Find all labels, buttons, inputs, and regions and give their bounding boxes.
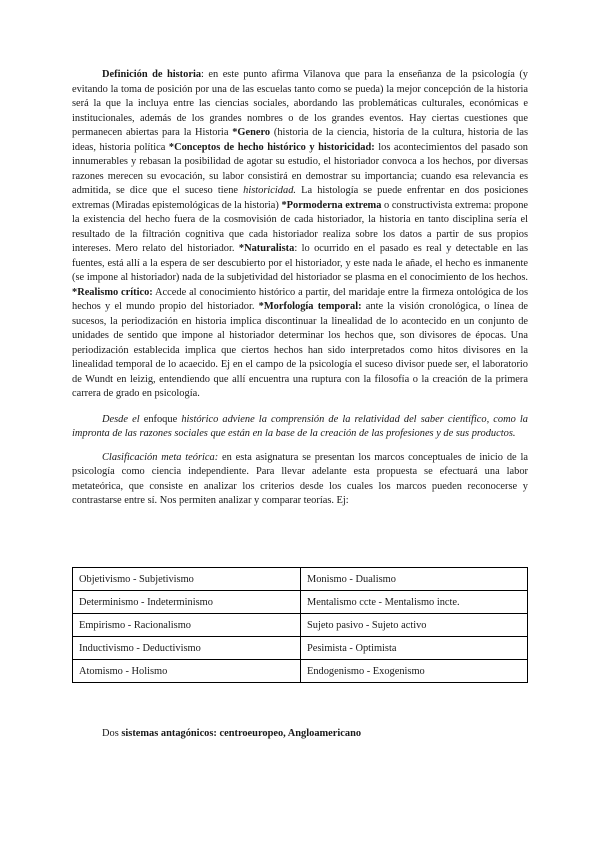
term-posmoderna: *Pormoderna extrema	[281, 199, 382, 211]
closing-line	[102, 728, 361, 739]
text-span: : en este punto afirma Vilanova que para la enseñanza de la psicología (y evitando la toma de posición por una de las escuelas tanto como se pueda) la mejor concepción de la historia será la que la incluya entre las ciencias sociales, abordando las problemáticas culturales, económicas e institucionales, además de los grandes nombres o de los grandes eventos. Hay ciertas cuestiones que permanecen abiertas para la Historia	[72, 69, 528, 138]
text-span: (historia de la ciencia, historia de la cultura, historia de las ideas, historia política	[72, 127, 528, 153]
table-cell: Endogenismo - Exogenismo	[301, 660, 528, 683]
criteria-table	[72, 567, 528, 683]
term-historicidad: historicidad.	[243, 185, 296, 196]
table-row	[73, 637, 528, 660]
heading-definicion-historia: Definición de historia	[102, 69, 202, 80]
table-cell: Empirismo - Racionalismo	[73, 614, 301, 637]
table-cell: Atomismo - Holismo	[73, 660, 301, 683]
term-hecho-historico: *Conceptos de hecho histórico y historicidad:	[168, 141, 375, 153]
table-row	[73, 614, 528, 637]
table-cell: Sujeto pasivo - Sujeto activo	[301, 614, 528, 637]
term-realismo-critico: *Realismo crítico:	[72, 286, 153, 298]
table-row	[73, 660, 528, 683]
text-span: Desde el	[102, 413, 140, 425]
text-span: enfoque	[139, 413, 182, 425]
document-body	[72, 68, 528, 509]
table-row	[73, 568, 528, 591]
table-cell: Monismo - Dualismo	[301, 568, 528, 591]
text-span: en esta asignatura se presentan los marcos conceptuales de inicio de la psicología como ciencia independiente. Para llevar adelante esta propuesta se efectuará una labor metateórica, que consiste en analizar los criterios desde los cuales los marcos pueden reconocerse y contrastarse entre sí. Nos permiten analizar y comparar teorías. Ej:	[72, 451, 528, 506]
text-span: Accede al conocimiento histórico a partir, del maridaje entre la firmeza ontológica de los hechos y el mundo propio del historiador.	[72, 286, 528, 312]
table-cell: Inductivismo - Deductivismo	[73, 637, 301, 660]
paragraph-enfoque	[72, 413, 528, 442]
paragraph-clasificacion	[72, 451, 528, 509]
table-cell: Objetivismo - Subjetivismo	[73, 568, 301, 591]
table-cell: Mentalismo ccte - Mentalismo incte.	[301, 591, 528, 614]
text-span: : lo ocurrido en el pasado es real y detectable en las fuentes, está allí a la espera de ser descubierto por el historiador, y este nada le añade, el hecho es inmanente (se impone al historiador) nada de la subjetividad del historiador se plasma en el conocimiento de los hechos.	[72, 243, 528, 283]
term-morfologia-temporal: *Morfología temporal:	[258, 301, 362, 312]
text-span: Dos	[102, 728, 122, 739]
text-span: La histología se puede enfrentar en dos posiciones extremas (Miradas epistemológicas de la historia)	[72, 185, 528, 211]
text-span: los acontecimientos del pasado son innumerables y rebasan la posibilidad de agotar su estudio, el historiador convoca a los hechos, por diversas razones merecen su evocación, su labor consistirá en demostrar su importancia; cuando esa relevancia es admitida, se dice que el suceso tiene	[72, 141, 528, 196]
term-genero: *Genero	[232, 127, 271, 138]
paragraph-historia	[72, 68, 528, 402]
heading-clasificacion: Clasificación meta teórica:	[102, 451, 219, 463]
table-row	[73, 591, 528, 614]
term-sistemas-antagonicos: sistemas antagónicos: centroeuropeo, Angloamericano	[121, 728, 362, 739]
term-naturalista: *Naturalista	[238, 243, 295, 254]
text-span: o constructivista extrema: propone la existencia del hecho fuera de la cosmovisión de cada historiador, la historia en tanto disciplina sería el resultado de la filtración cognitiva que cada historiador realiza sobre los datos a partir de sus propios intereses. Mero relato del historiador.	[72, 199, 529, 254]
text-span: ante la visión cronológica, o línea de sucesos, la periodización en historia implica discontinuar la linealidad de lo acontecido en un conjunto de unidades de sentido que impone al historiador determinar los hechos que, son divisores de épocas. Una periodización establecida implica que ciertos hechos han sido interpretados como hitos divisores en la linealidad temporal de lo acaecido. Ej en el campo de la psicología el suceso divisor puede ser, el laboratorio de Wundt en leizig, entendiendo que allí encuentra una ruptura con la filosofía o la creación de la primera carrera de grado en psicología.	[72, 301, 529, 399]
table-cell: Determinismo - Indeterminismo	[73, 591, 301, 614]
text-span: histórico adviene la comprensión de la relatividad del saber científico, como la impronta de las razones sociales que están en la base de la creación de las profesiones y de sus productos.	[72, 413, 528, 439]
table-cell: Pesimista - Optimista	[301, 637, 528, 660]
